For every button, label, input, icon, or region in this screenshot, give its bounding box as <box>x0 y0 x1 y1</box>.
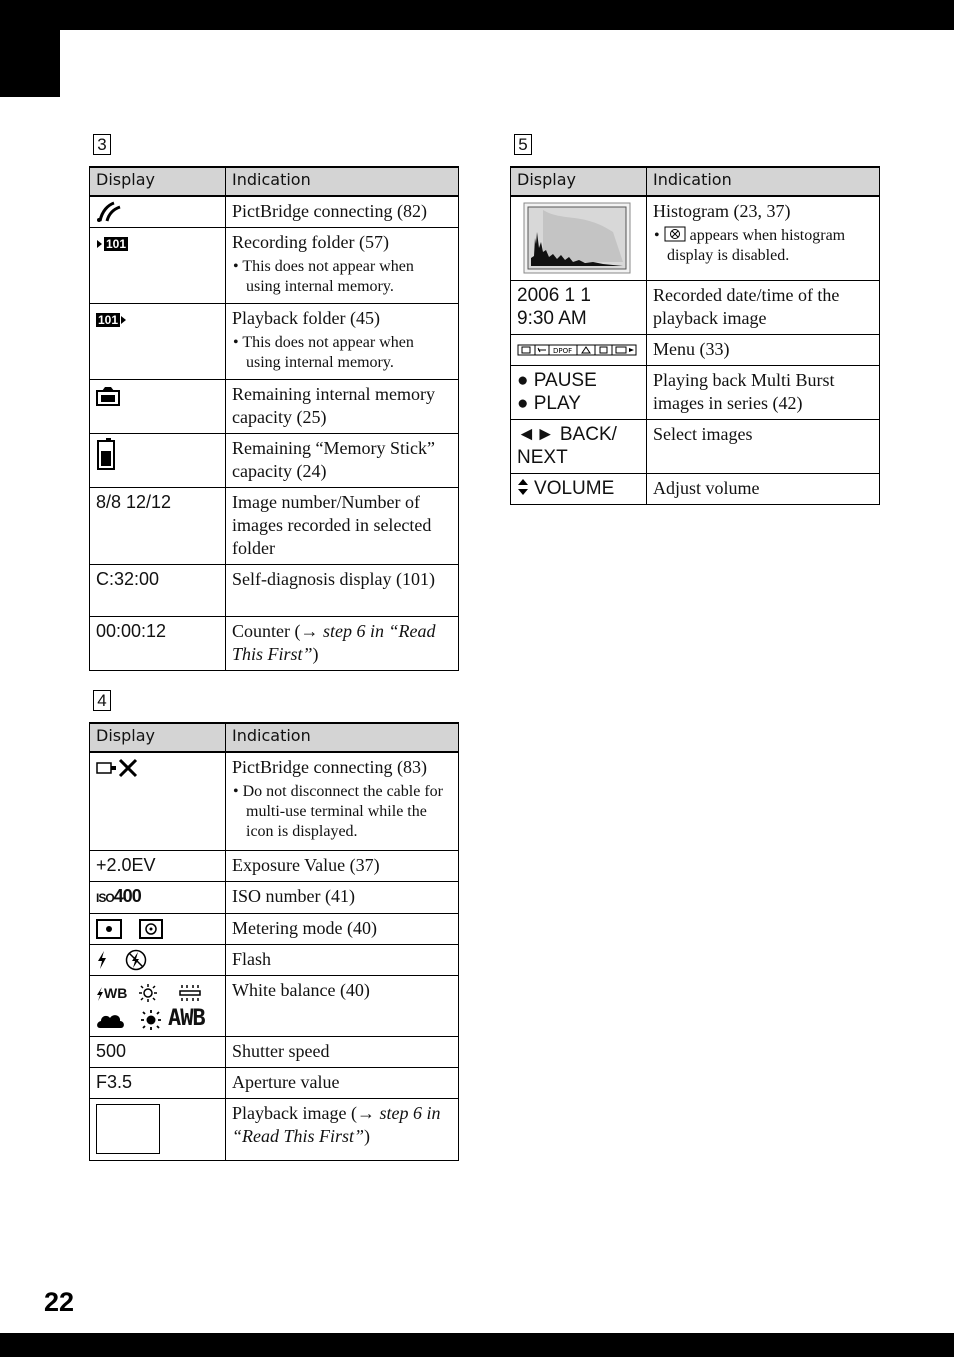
pause-label: ● PAUSE <box>517 369 597 391</box>
display-time: 9:30 AM <box>517 307 587 329</box>
indication-cell: White balance (40) <box>226 975 459 1036</box>
table-row <box>511 334 880 365</box>
indication-cell: Remaining “Memory Stick” capacity (24) <box>226 434 459 488</box>
up-down-arrows-icon <box>517 478 529 496</box>
iso-icon: ISO400 <box>96 885 141 906</box>
playback-image-frame <box>96 1104 160 1154</box>
table-row <box>90 304 459 380</box>
table-row <box>511 196 880 280</box>
histogram-icon <box>523 202 631 274</box>
table-header-row <box>90 167 459 196</box>
indication-cell: Remaining internal memory capacity (25) <box>226 380 459 434</box>
header-display: Display <box>90 723 226 752</box>
header-indication: Indication <box>647 167 880 196</box>
table-row <box>90 850 459 881</box>
menu-icons <box>517 344 637 356</box>
table-row <box>90 434 459 488</box>
indication-cell: Exposure Value (37) <box>226 850 459 881</box>
display-value: 500 <box>90 1036 226 1067</box>
section-3-marker: 3 <box>93 134 111 155</box>
table-row <box>90 565 459 617</box>
indication-cell: Self-diagnosis display (101) <box>226 565 459 617</box>
indication-text: Histogram (23, 37) <box>653 201 791 221</box>
table-row <box>90 1036 459 1067</box>
cloudy-icon <box>96 1010 126 1030</box>
section-5-table <box>510 166 880 505</box>
table-row: Playback image (→ step 6 in “Read This First”) <box>90 1098 459 1160</box>
header-display: Display <box>511 167 647 196</box>
table-header-row <box>90 723 459 752</box>
corner-tab-block <box>0 0 60 97</box>
dpof-icon-label: DPOF <box>553 346 573 355</box>
display-value: 00:00:12 <box>90 617 226 671</box>
section-5-marker: 5 <box>514 134 532 155</box>
section-3-table <box>89 166 459 671</box>
note-text: • This does not appear when using internal memory. <box>232 257 452 297</box>
auto-wb-icon: AWB <box>168 1005 205 1031</box>
table-row <box>90 752 459 850</box>
indication-cell: Playing back Multi Burst images in series (42) <box>647 365 880 419</box>
play-label: ● PLAY <box>517 392 581 414</box>
incandescent-icon <box>139 1009 163 1031</box>
top-black-bar <box>0 0 954 30</box>
indication-text: Playback folder (45) <box>232 308 380 329</box>
indication-cell: Metering mode (40) <box>226 913 459 944</box>
page-number: 22 <box>44 1287 75 1317</box>
indication-cell: Adjust volume <box>647 473 880 504</box>
flash-wb-icon: WB <box>96 985 131 1001</box>
volume-label: VOLUME <box>534 477 615 499</box>
table-row <box>511 419 880 473</box>
reference-text: step 6 in “Read This First” <box>232 1102 441 1146</box>
table-row <box>90 881 459 913</box>
indication-cell: ISO number (41) <box>226 881 459 913</box>
daylight-icon <box>137 983 159 1003</box>
indication-cell: Menu (33) <box>647 334 880 365</box>
bottom-black-bar <box>0 1333 954 1357</box>
section-4-marker: 4 <box>93 690 111 711</box>
table-row <box>90 196 459 228</box>
recording-folder-icon: 101 <box>96 237 128 251</box>
internal-memory-icon <box>96 386 120 406</box>
table-row <box>90 380 459 434</box>
indication-cell: Select images <box>647 419 880 473</box>
fluorescent-icon <box>176 983 204 1003</box>
next-label: NEXT <box>517 446 568 468</box>
memory-stick-icon <box>96 437 116 471</box>
arrow-glyph: → <box>356 1102 375 1123</box>
indication-text: Recording folder (57) <box>232 232 389 253</box>
section-4-table <box>89 722 459 1161</box>
indication-cell: Aperture value <box>226 1067 459 1098</box>
table-row: 00:00:12 Counter (→ step 6 in “Read This First”) <box>90 617 459 671</box>
flash-off-icon <box>125 949 147 971</box>
indication-text: PictBridge connecting (83) <box>232 757 427 777</box>
note-text: • This does not appear when using internal memory. <box>232 333 452 373</box>
header-indication: Indication <box>226 167 459 196</box>
histogram-disabled-icon <box>664 226 686 242</box>
indication-cell: PictBridge connecting (82) <box>226 196 459 228</box>
table-row <box>90 975 459 1036</box>
indication-cell: Shutter speed <box>226 1036 459 1067</box>
reference-text: step 6 in “Read This First” <box>232 621 436 665</box>
note-text: • Do not disconnect the cable for multi-use terminal while the icon is displayed. <box>232 782 452 842</box>
table-header-row <box>511 167 880 196</box>
indication-cell: Image number/Number of images recorded in selected folder <box>226 488 459 565</box>
back-next-label: ◄► BACK/ <box>517 423 617 445</box>
header-indication: Indication <box>226 723 459 752</box>
display-value: +2.0EV <box>90 850 226 881</box>
table-row <box>90 228 459 304</box>
header-display: Display <box>90 167 226 196</box>
table-row <box>90 488 459 565</box>
display-date: 2006 1 1 <box>517 284 591 306</box>
pictbridge-icon <box>96 201 122 223</box>
flash-forced-icon <box>96 950 108 970</box>
indication-cell: Recorded date/time of the playback image <box>647 280 880 334</box>
arrow-glyph: → <box>300 621 319 642</box>
pictbridge-disconnect-icon <box>96 757 138 779</box>
center-metering-icon <box>139 919 163 939</box>
table-row <box>90 944 459 975</box>
table-row <box>90 1067 459 1098</box>
table-row <box>511 365 880 419</box>
indication-cell: Flash <box>226 944 459 975</box>
table-row <box>90 913 459 944</box>
display-value: 8/8 12/12 <box>90 488 226 565</box>
table-row <box>511 280 880 334</box>
display-value: C:32:00 <box>90 565 226 617</box>
spot-metering-icon <box>96 919 122 939</box>
display-value: F3.5 <box>90 1067 226 1098</box>
note-text: • appears when histogram display is disabled. <box>653 226 873 266</box>
table-row <box>511 473 880 504</box>
playback-folder-icon: 101 <box>96 313 128 327</box>
